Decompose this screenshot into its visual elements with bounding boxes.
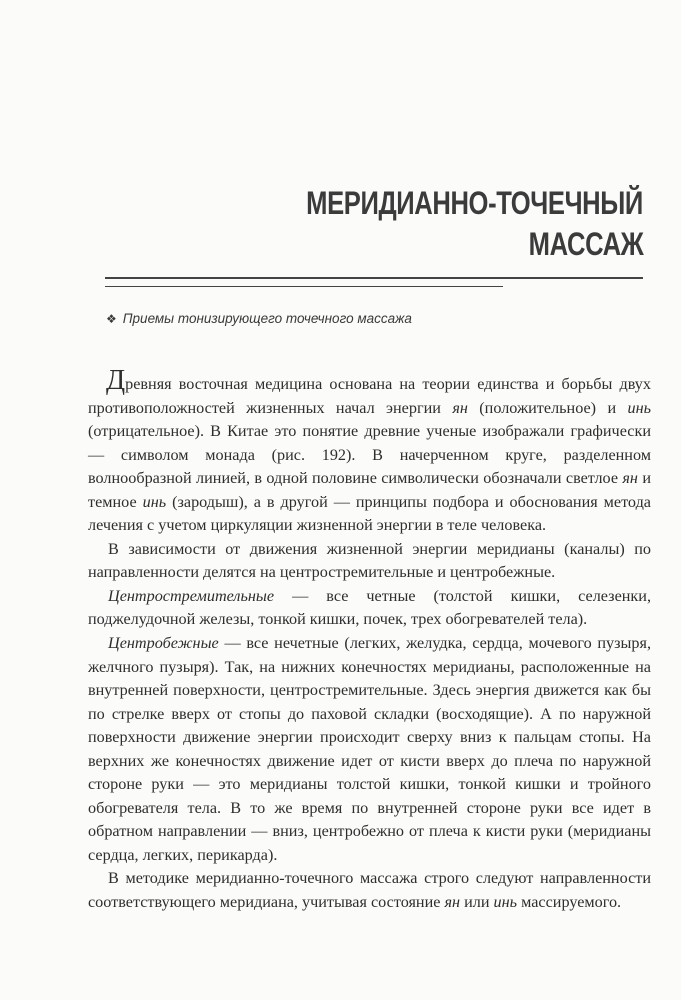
chapter-title-line-1: МЕРИДИАННО-ТОЧЕЧНЫЙ — [306, 185, 643, 221]
paragraph-3 — [88, 585, 651, 632]
chapter-title-line-2: МАССАЖ — [528, 226, 643, 262]
section-subtitle — [106, 311, 412, 326]
drop-cap: Д — [106, 365, 126, 396]
paragraph-text: (зародыш), а в другой — принципы подбора и обоснования метода лечения с учетом циркуляции жизненной энергии в теле человека. — [88, 492, 651, 535]
body-text — [88, 365, 651, 915]
paragraph-text: В методике меридианно-точечного массажа строго следуют направленности соответствующего меридиана, учитывая состояние — [88, 869, 651, 912]
paragraph-text: (отрицательное). В Китае это понятие древние ученые изображали графически — символом монада (рис. 192). В начерченном круге, разделенном волнообразной линией, в одной половине символически обозначали светлое — [88, 422, 651, 488]
paragraph-text: (положительное) и — [467, 398, 628, 417]
paragraph-1 — [88, 365, 651, 538]
paragraph-text: В зависимости от движения жизненной энергии меридианы (каналы) по направленности делятся на центростремительные и центробежные. — [88, 539, 651, 582]
diamond-bullet-icon: ❖ — [106, 312, 117, 326]
italic-term: Центробежные — [108, 634, 219, 653]
section-subtitle-text: Приемы тонизирующего точечного массажа — [122, 311, 412, 326]
title-rule-top — [105, 277, 643, 279]
paragraph-5 — [88, 867, 651, 914]
italic-term: инь — [493, 893, 518, 912]
paragraph-text: — все четные (толстой кишки, селезенки, поджелудочной железы, тонкой кишки, почек, трех обогревателей тела). — [88, 586, 651, 629]
italic-term: ян — [444, 893, 461, 912]
italic-term: ян — [622, 469, 638, 488]
italic-term: Центростремительные — [108, 586, 275, 605]
italic-term: инь — [627, 398, 652, 417]
italic-term: инь — [142, 492, 167, 511]
paragraph-2 — [88, 538, 651, 585]
paragraph-text: или — [460, 893, 494, 912]
italic-term: ян — [452, 398, 468, 417]
paragraph-text: — все нечетные (легких, желудка, сердца, мочевого пузыря, желчного пузыря). Так, на нижних конечностях меридианы, расположенные на внутренней поверхности, центростремительные. Здесь энергия движется как бы по стрелке вверх от стопы до паховой складки (восходящие). А по наружной поверхности движение энергии происходит сверху вниз к пальцам стопы. На верхних же конечностях движение идет от кисти вверх до плеча по наружной стороне руки — это меридианы толстой кишки, тонкой кишки и тройного обогревателя тела. В то же время по внутренней стороне руки все идет в обратном направлении — вниз, центробежно от плеча к кисти руки (меридианы сердца, легких, перикарда). — [88, 634, 651, 864]
paragraph-text: ревняя восточная медицина основана на теории единства и борьбы двух противоположностей жизненных начал энергии — [88, 375, 651, 417]
paragraph-4 — [88, 632, 651, 867]
title-rule-bottom — [105, 286, 503, 287]
paragraph-text: массируемого. — [517, 893, 622, 912]
paragraph-text: и темное — [88, 469, 651, 511]
